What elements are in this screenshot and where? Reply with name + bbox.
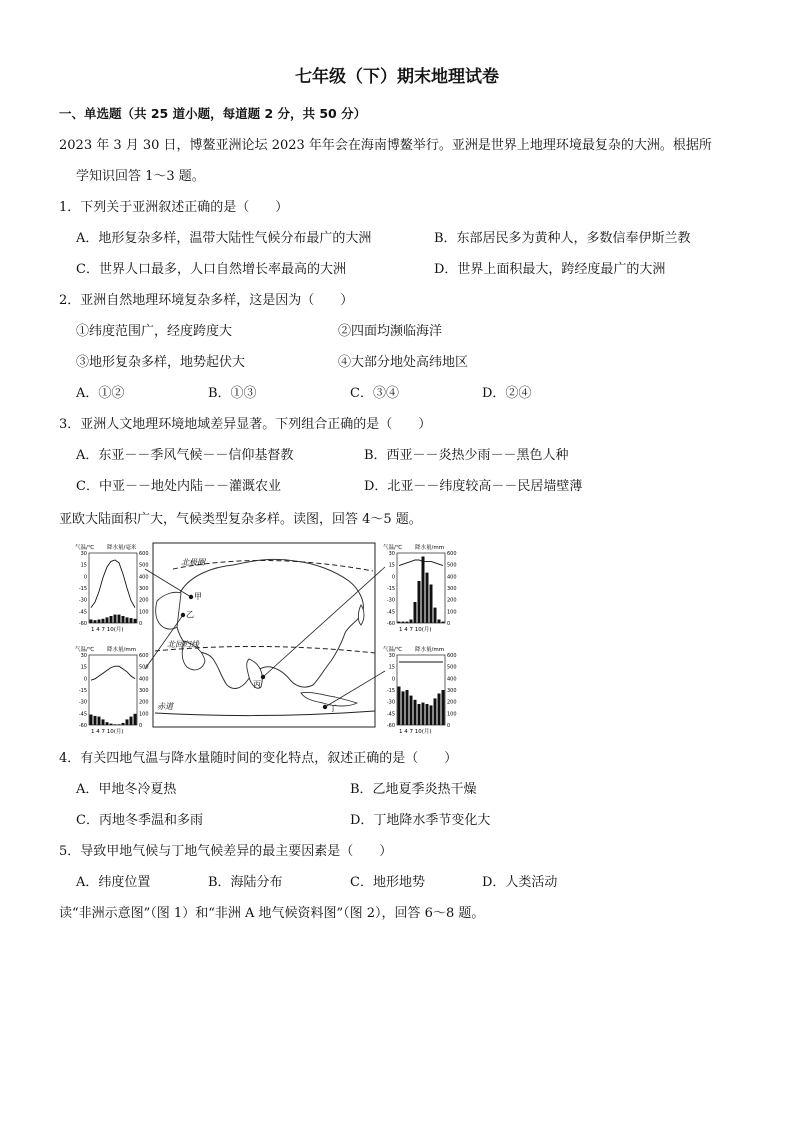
precipitation-tick-label: 500 [447, 664, 457, 671]
precipitation-bar [134, 619, 137, 623]
option-a: A．甲地冬冷夏热 [76, 782, 177, 797]
equator-label: 赤道 [157, 702, 173, 711]
temperature-tick-label: -60 [78, 723, 87, 729]
precipitation-bar [106, 617, 109, 623]
precipitation-tick-label: 200 [139, 597, 149, 604]
option-a: A．纬度位置 [76, 875, 151, 890]
month-tick-labels: 1 4 7 10(月) [91, 627, 124, 633]
statement-2: ②四面均濒临海洋 [338, 324, 443, 339]
precipitation-bar [98, 717, 101, 725]
temperature-tick-label: 30 [80, 551, 87, 557]
option-c: C．世界人口最多，人口自然增长率最高的大洲 [76, 262, 346, 277]
precipitation-tick-label: 600 [447, 653, 457, 659]
temperature-tick-label: -45 [386, 609, 395, 616]
temperature-tick-label: -30 [386, 699, 395, 706]
option-d: D．②④ [482, 386, 532, 401]
precipitation-bar [122, 616, 125, 623]
precipitation-tick-label: 500 [139, 664, 149, 671]
temperature-tick-label: -60 [78, 621, 87, 627]
option-b: B．①③ [208, 386, 257, 401]
precipitation-tick-label: 500 [447, 562, 457, 569]
option-d: D．丁地降水季节变化大 [350, 813, 491, 828]
location-bing-label: 丙 [253, 680, 261, 689]
precipitation-bar [102, 719, 105, 725]
temperature-tick-label: -15 [386, 586, 395, 592]
precipitation-bar [426, 704, 429, 725]
precipitation-tick-label: 200 [139, 699, 149, 706]
temperature-tick-label: 0 [83, 574, 87, 581]
question-stem: 5．导致甲地气候与丁地气候差异的最主要因素是（ ） [59, 844, 393, 859]
month-tick-labels: 1 4 7 10(月) [399, 729, 432, 735]
precipitation-bar [438, 620, 441, 624]
option-c: C．中亚－－地处内陆－－灌溉农业 [76, 479, 281, 494]
precipitation-axis-label: 降水量/mm [415, 545, 445, 551]
precipitation-bar [414, 700, 417, 725]
temperature-tick-label: 15 [388, 664, 395, 671]
precipitation-bar [106, 722, 109, 725]
option-b: B．海陆分布 [208, 875, 283, 890]
climate-chart-bing [383, 543, 457, 633]
precipitation-tick-label: 0 [447, 621, 451, 627]
precipitation-bar [398, 687, 401, 726]
precipitation-tick-label: 300 [139, 688, 149, 694]
precipitation-bar [402, 622, 405, 623]
precipitation-bar [406, 690, 409, 725]
temperature-axis-label: 气温/℃ [383, 545, 403, 551]
precipitation-bar [434, 698, 437, 725]
precipitation-bar [422, 703, 425, 725]
precipitation-tick-label: 400 [139, 676, 149, 683]
temperature-tick-label: 0 [391, 574, 395, 581]
precipitation-bar [118, 615, 121, 623]
chart-plot-area [89, 553, 137, 623]
precipitation-axis-label: 降水量/mm [415, 647, 445, 653]
question-stem: 4．有关四地气温与降水量随时间的变化特点，叙述正确的是（ ） [59, 751, 458, 766]
precipitation-bar [418, 704, 421, 725]
option-d: D．北亚－－纬度较高－－民居墙壁薄 [364, 479, 583, 494]
precipitation-bar [418, 581, 421, 623]
temperature-tick-label: -15 [386, 688, 395, 694]
precipitation-bar [126, 617, 129, 623]
temperature-tick-label: -15 [78, 586, 87, 592]
option-b: B．乙地夏季炎热干燥 [350, 782, 477, 797]
precipitation-bar [90, 620, 93, 624]
precipitation-bar [430, 705, 433, 725]
temperature-tick-label: -45 [78, 711, 87, 718]
precipitation-tick-label: 300 [447, 586, 457, 592]
precipitation-bar [402, 691, 405, 725]
intro-passage-3: 读“非洲示意图”（图 1）和“非洲 A 地气候资料图”（图 2），回答 6～8 题。 [59, 906, 485, 921]
location-ding-label: 丁 [329, 704, 337, 713]
asia-climate-figure [73, 541, 465, 735]
precipitation-bar [134, 714, 137, 725]
precipitation-tick-label: 400 [447, 676, 457, 683]
chart-plot-area [89, 655, 137, 725]
precipitation-tick-label: 400 [447, 574, 457, 581]
option-b: B．西亚－－炎热少雨－－黑色人种 [364, 448, 569, 463]
statement-4: ④大部分地处高纬地区 [338, 355, 469, 370]
precipitation-bar [442, 690, 445, 725]
question-stem: 3．亚洲人文地理环境地域差异显著。下列组合正确的是（ ） [59, 417, 432, 432]
intro-line: 学知识回答 1～3 题。 [76, 169, 205, 184]
precipitation-tick-label: 300 [447, 688, 457, 694]
precipitation-tick-label: 0 [139, 723, 143, 729]
precipitation-tick-label: 600 [139, 653, 149, 659]
option-b: B．东部居民多为黄种人，多数信奉伊斯兰教 [434, 231, 691, 246]
month-tick-labels: 1 4 7 10(月) [91, 729, 124, 735]
temperature-tick-label: -30 [78, 699, 87, 706]
precipitation-bar [406, 622, 409, 623]
precipitation-bar [442, 622, 445, 623]
temperature-axis-label: 气温/℃ [75, 647, 95, 653]
option-d: D．世界上面积最大，跨经度最广的大洲 [434, 262, 666, 277]
precipitation-tick-label: 500 [139, 562, 149, 569]
option-c: C．③④ [350, 386, 399, 401]
temperature-tick-label: 15 [388, 562, 395, 569]
precipitation-tick-label: 100 [139, 609, 149, 616]
precipitation-bar [130, 618, 133, 623]
precipitation-bar [130, 717, 133, 725]
temperature-tick-label: 30 [388, 653, 395, 659]
precipitation-tick-label: 400 [139, 574, 149, 581]
precipitation-tick-label: 0 [139, 621, 143, 627]
arctic-circle-label: 北极圈 [181, 558, 205, 567]
climate-chart-yi [75, 645, 149, 735]
temperature-axis-label: 气温/℃ [383, 647, 403, 653]
temperature-tick-label: -60 [386, 723, 395, 729]
precipitation-bar [90, 715, 93, 726]
precipitation-tick-label: 600 [447, 551, 457, 557]
precipitation-bar [118, 724, 121, 725]
location-jia-label: 甲 [194, 592, 202, 601]
temperature-tick-label: -45 [386, 711, 395, 718]
precipitation-bar [102, 619, 105, 623]
option-a: A．①② [76, 386, 125, 401]
precipitation-tick-label: 100 [447, 609, 457, 616]
precipitation-bar [114, 724, 117, 725]
precipitation-tick-label: 600 [139, 551, 149, 557]
climate-chart-jia [75, 543, 149, 633]
temperature-tick-label: -30 [78, 597, 87, 604]
temperature-tick-label: 15 [80, 664, 87, 671]
precipitation-bar [434, 608, 437, 623]
precipitation-bar [110, 616, 113, 623]
question-stem: 1．下列关于亚洲叙述正确的是（ ） [59, 200, 289, 215]
section-heading: 一、单选题（共 25 道小题，每道题 2 分，共 50 分） [59, 106, 367, 121]
precipitation-bar [398, 622, 401, 623]
temperature-axis-label: 气温/℃ [75, 545, 95, 551]
precipitation-bar [114, 615, 117, 623]
page-title: 七年级（下）期末地理试卷 [295, 67, 499, 87]
precipitation-axis-label: 降水量/mm [107, 647, 137, 653]
month-tick-labels: 1 4 7 10(月) [399, 627, 432, 633]
precipitation-bar [422, 557, 425, 624]
option-c: C．丙地冬季温和多雨 [76, 813, 203, 828]
climate-chart-ding [383, 645, 457, 735]
location-yi-label: 乙 [186, 610, 194, 619]
option-d: D．人类活动 [482, 875, 558, 890]
intro-line: 2023 年 3 月 30 日，博鳌亚洲论坛 2023 年年会在海南博鳌举行。亚洲是世界上地理环境最复杂的大洲。根据所 [59, 138, 712, 153]
precipitation-bar [122, 723, 125, 725]
temperature-tick-label: -15 [78, 688, 87, 694]
precipitation-tick-label: 0 [447, 723, 451, 729]
temperature-tick-label: 0 [391, 676, 395, 683]
question-stem: 2．亚洲自然地理环境复杂多样，这是因为（ ） [59, 293, 354, 308]
asia-climate-map [73, 541, 465, 735]
precipitation-bar [410, 620, 413, 624]
temperature-tick-label: -45 [78, 609, 87, 616]
precipitation-bar [414, 602, 417, 623]
temperature-tick-label: 0 [83, 676, 87, 683]
precipitation-tick-label: 300 [139, 586, 149, 592]
statement-1: ①纬度范围广，经度跨度大 [76, 324, 233, 339]
tropic-cancer-label: 北回归线 [167, 640, 199, 649]
precipitation-tick-label: 200 [447, 597, 457, 604]
option-a: A．地形复杂多样，温带大陆性气候分布最广的大洲 [76, 231, 372, 246]
precipitation-bar [126, 719, 129, 725]
precipitation-bar [110, 724, 113, 725]
temperature-tick-label: -60 [386, 621, 395, 627]
precipitation-axis-label: 降水量/毫米 [107, 545, 137, 551]
precipitation-bar [430, 585, 433, 624]
temperature-tick-label: 30 [388, 551, 395, 557]
precipitation-bar [438, 694, 441, 726]
precipitation-bar [98, 620, 101, 624]
statement-3: ③地形复杂多样，地势起伏大 [76, 355, 246, 370]
precipitation-bar [94, 620, 97, 623]
temperature-tick-label: 30 [80, 653, 87, 659]
option-c: C．地形地势 [350, 875, 425, 890]
temperature-tick-label: -30 [386, 597, 395, 604]
precipitation-tick-label: 100 [447, 711, 457, 718]
precipitation-tick-label: 100 [139, 711, 149, 718]
precipitation-bar [426, 573, 429, 623]
intro-passage-2: 亚欧大陆面积广大，气候类型复杂多样。读图，回答 4～5 题。 [59, 512, 422, 527]
precipitation-tick-label: 200 [447, 699, 457, 706]
precipitation-bar [94, 716, 97, 725]
option-a: A．东亚－－季风气候－－信仰基督教 [76, 448, 294, 463]
precipitation-bar [410, 696, 413, 725]
temperature-tick-label: 15 [80, 562, 87, 569]
